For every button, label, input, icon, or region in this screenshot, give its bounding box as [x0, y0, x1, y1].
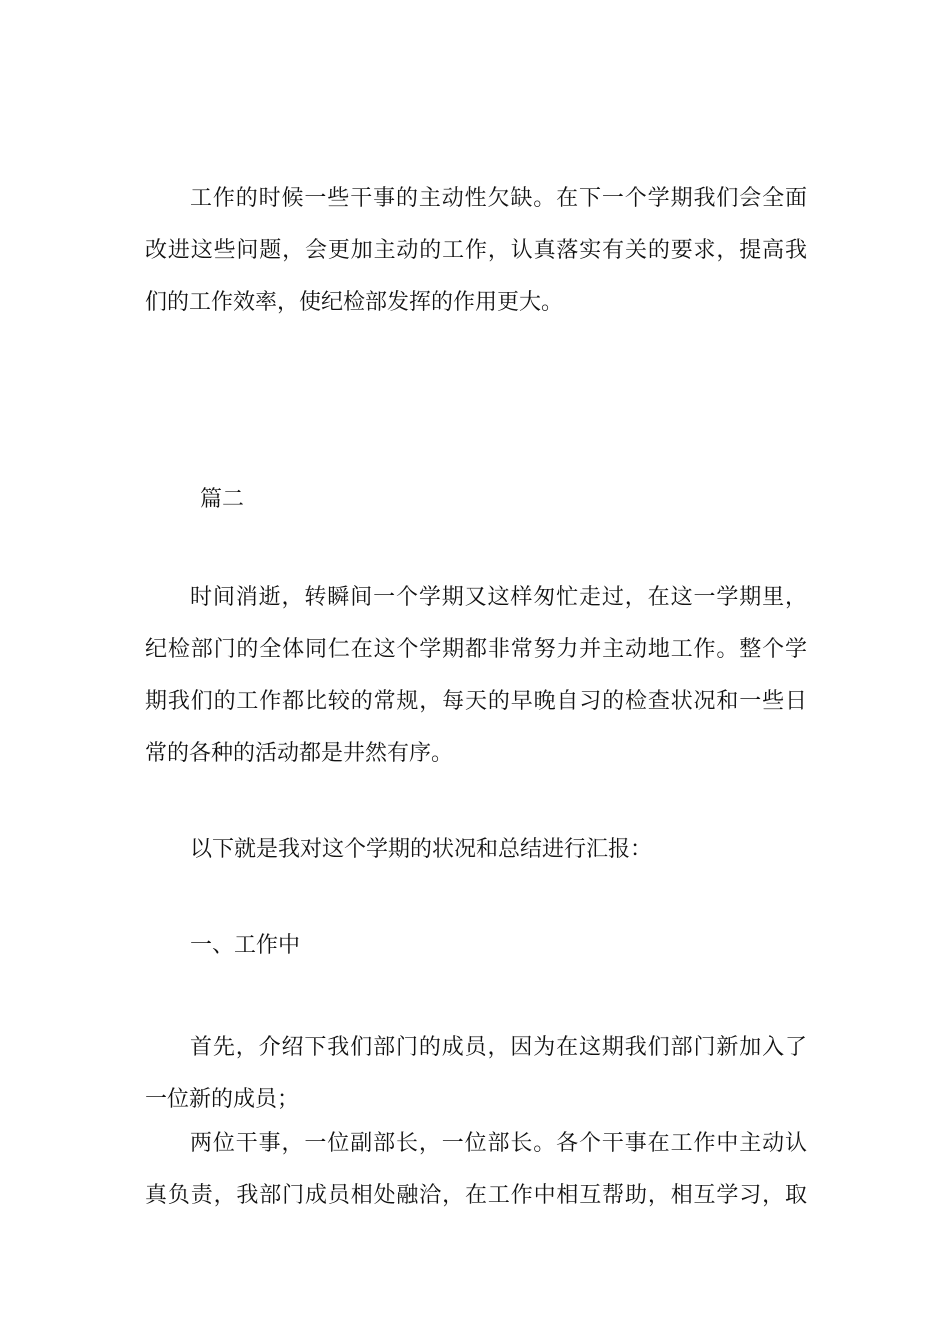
paragraph-5 [145, 1118, 807, 1222]
paragraph-1-line-3: 们的工作效率，使纪检部发挥的作用更大。 [145, 290, 564, 315]
paragraph-1-line-1: 工作的时候一些干事的主动性欠缺。在下一个学期我们会全面 [190, 186, 807, 211]
paragraph-5-line-1: 两位干事，一位副部长，一位部长。各个干事在工作中主动认 [190, 1131, 807, 1156]
paragraph-2-line-1: 时间消逝，转瞬间一个学期又这样匆忙走过，在这一学期里， [190, 585, 807, 610]
paragraph-4 [145, 1022, 807, 1126]
paragraph-2-line-4: 常的各种的活动都是井然有序。 [145, 741, 454, 766]
paragraph-1-line-2: 改进这些问题，会更加主动的工作，认真落实有关的要求，提高我 [145, 238, 807, 263]
paragraph-5-line-2: 真负责，我部门成员相处融洽，在工作中相互帮助，相互学习，取 [145, 1183, 807, 1208]
paragraph-2-line-2: 纪检部门的全体同仁在这个学期都非常努力并主动地工作。整个学 [145, 637, 807, 662]
paragraph-2 [145, 572, 807, 780]
paragraph-4-line-1: 首先，介绍下我们部门的成员，因为在这期我们部门新加入了 [190, 1035, 807, 1060]
paragraph-1 [145, 173, 807, 329]
paragraph-4-line-2: 一位新的成员； [145, 1087, 300, 1112]
subheading-work: 一、工作中 [190, 933, 301, 958]
paragraph-3-line-1: 以下就是我对这个学期的状况和总结进行汇报： [190, 837, 653, 862]
paragraph-2-line-3: 期我们的工作都比较的常规，每天的早晚自习的检查状况和一些日 [145, 689, 807, 714]
paragraph-3 [145, 824, 807, 876]
section-title: 篇二 [200, 487, 245, 512]
